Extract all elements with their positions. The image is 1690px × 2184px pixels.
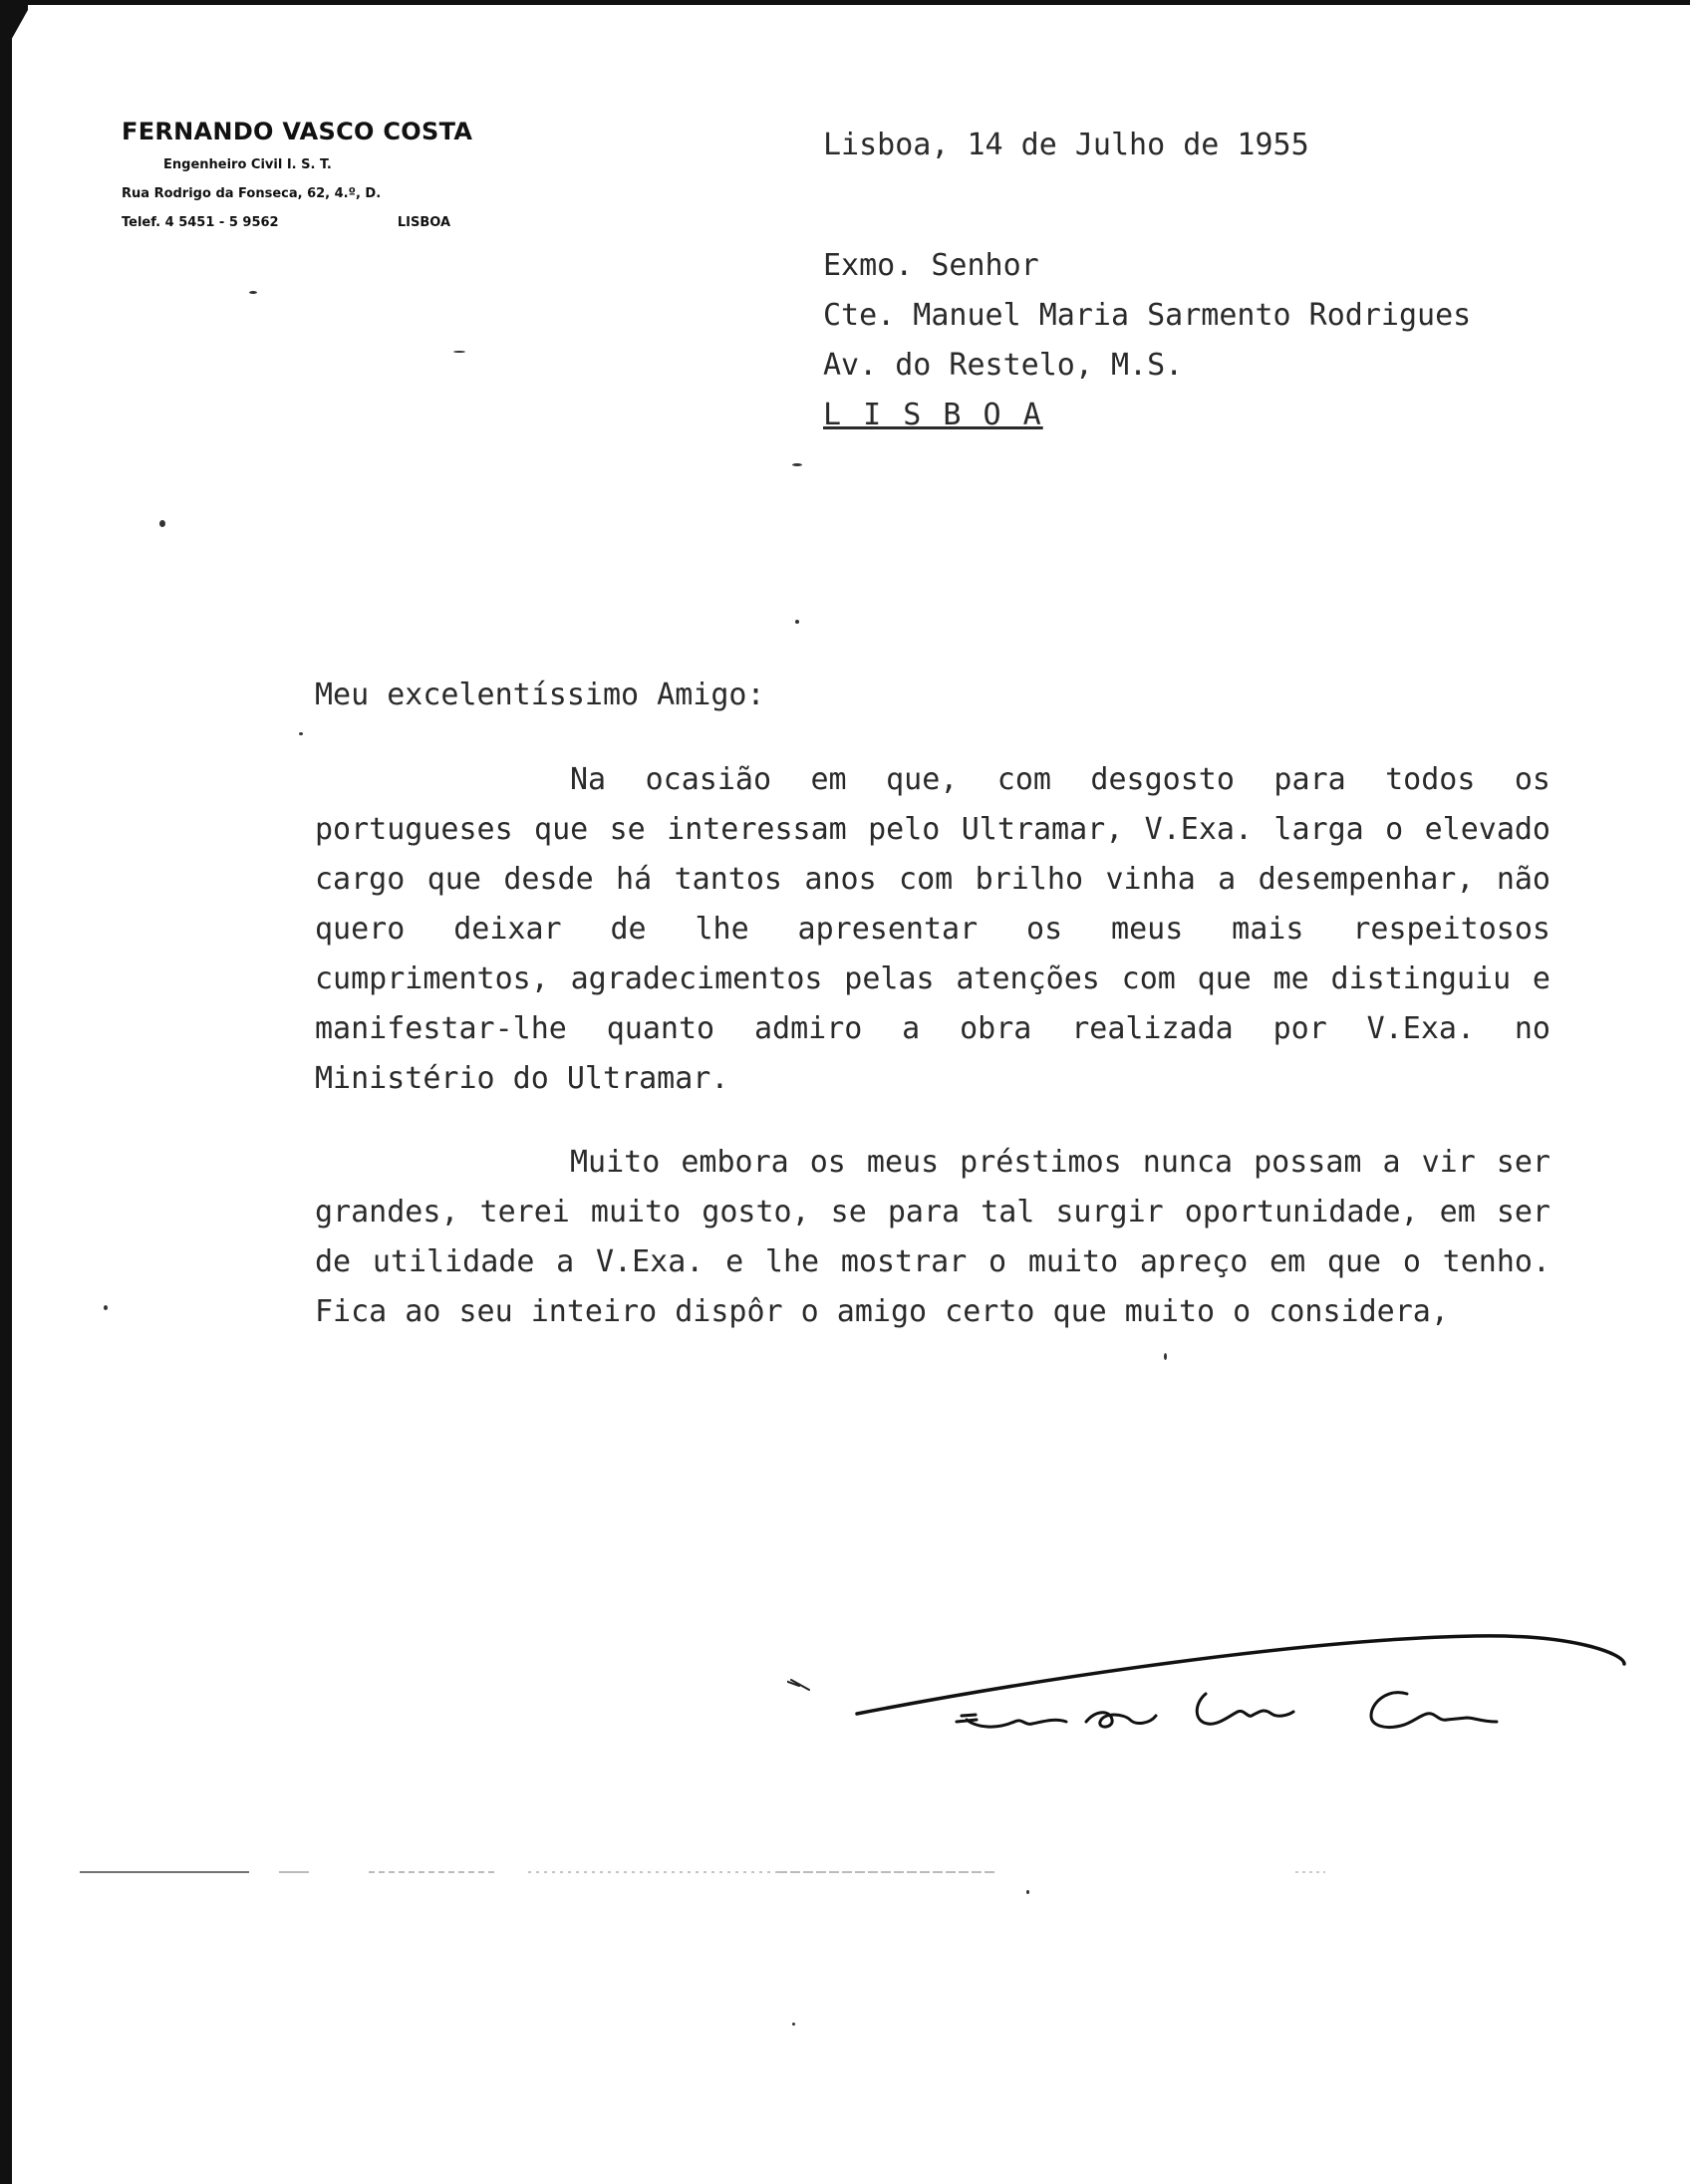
- letterhead: [122, 118, 473, 230]
- salutation: Meu excelentíssimo Amigo:: [315, 678, 765, 712]
- recipient-city: L I S B O A: [823, 398, 1043, 432]
- letter-date: Lisboa, 14 de Julho de 1955: [823, 128, 1309, 162]
- letterhead-contact-row: [122, 215, 450, 230]
- scan-speck: [1026, 1890, 1029, 1894]
- scan-speck: [104, 1305, 108, 1310]
- scan-speck: [1164, 1353, 1167, 1360]
- paragraph-text: Muito embora os meus préstimos nunca possam a vir ser grandes, terei muito gosto, se para tal surgir oportunidade, em ser de utilidade a V.Exa. e lhe mostrar o muito apreço em que o tenho. Fica ao seu inteiro dispôr o amigo certo que muito o considera,: [315, 1145, 1550, 1329]
- letterhead-city: LISBOA: [397, 215, 450, 230]
- scan-edge-left: [0, 0, 12, 2184]
- letterhead-title: Engenheiro Civil I. S. T.: [163, 157, 332, 172]
- letterhead-name: FERNANDO VASCO COSTA: [122, 118, 473, 145]
- scan-edge-top: [0, 0, 1690, 5]
- scan-speck: [249, 291, 257, 294]
- scan-speck: [792, 463, 802, 466]
- letterhead-phone: Telef. 4 5451 - 5 9562: [122, 215, 279, 230]
- scan-speck: [795, 620, 799, 624]
- scan-speck: [792, 2023, 795, 2026]
- recipient-address: Av. do Restelo, M.S.: [823, 348, 1184, 383]
- body-paragraph-2: [315, 1138, 1550, 1337]
- recipient-block: [823, 241, 1471, 440]
- letterhead-address: Rua Rodrigo da Fonseca, 62, 4.º, D.: [122, 186, 382, 201]
- scan-edge-corner: [0, 0, 28, 40]
- paragraph-text: Na ocasião em que, com desgosto para todos os portugueses que se interessam pelo Ultramar, V.Exa. larga o elevado cargo que desde há tantos anos com brilho vinha a desempenhar, não quero deixar de lhe apresentar os meus mais respeitosos cumprimentos, agradecimentos pelas atenções com que me distinguiu e manifestar-lhe quanto admiro a obra realizada por V.Exa. no Ministério do Ultramar.: [315, 762, 1550, 1096]
- body-paragraph-1: [315, 755, 1550, 1104]
- recipient-name: Cte. Manuel Maria Sarmento Rodrigues: [823, 298, 1472, 333]
- scan-speck: [159, 520, 165, 527]
- handwritten-signature: [787, 1624, 1644, 1754]
- recipient-greeting: Exmo. Senhor: [823, 248, 1039, 283]
- scan-fold-line: [80, 1871, 1335, 1873]
- scan-speck: [299, 732, 303, 735]
- scan-speck: [453, 351, 465, 353]
